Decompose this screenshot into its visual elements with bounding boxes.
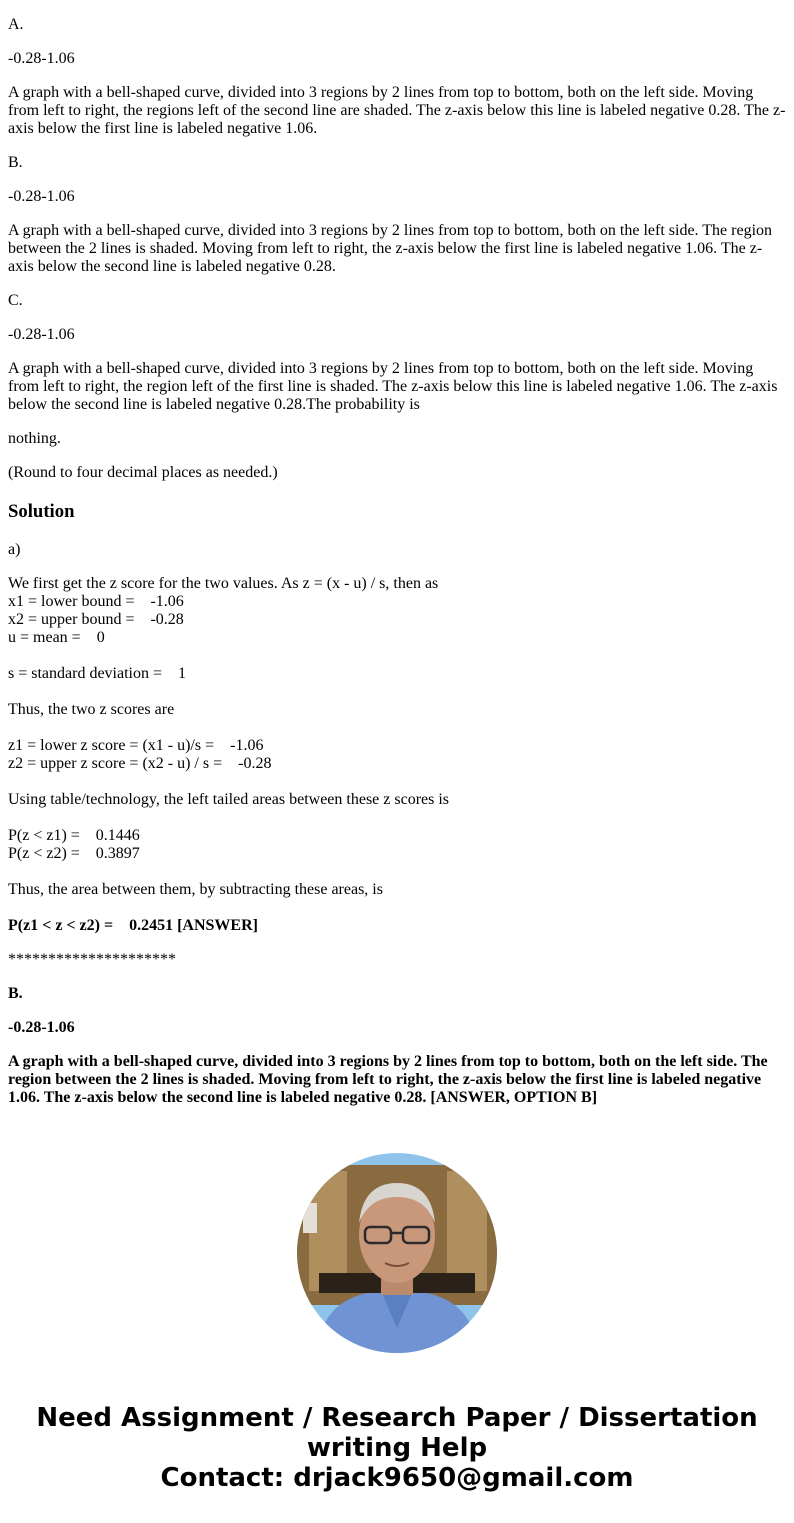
solution-pz1: P(z < z1) = 0.1446 <box>8 827 140 844</box>
option-c-values: -0.28-1.06 <box>8 326 75 343</box>
option-b-description: A graph with a bell-shaped curve, divided into 3 regions by 2 lines from top to bottom, both on the left side. The region between the 2 lines is shaded. Moving from left to right, the z-axis below the first line is labeled negative 1.06. The z-axis below the second line is labeled negative 0.28. <box>8 222 773 275</box>
solution-thus-area: Thus, the area between them, by subtracting these areas, is <box>8 881 383 898</box>
solution-b-label: B. <box>8 985 23 1002</box>
solution-std-dev: s = standard deviation = 1 <box>8 665 187 682</box>
option-c-label: C. <box>8 292 23 309</box>
solution-x2: x2 = upper bound = -0.28 <box>8 611 184 628</box>
option-b-values: -0.28-1.06 <box>8 188 75 205</box>
author-photo <box>297 1153 497 1353</box>
promo-contact: Contact: drjack9650@gmail.com <box>160 1463 634 1493</box>
author-avatar <box>297 1153 497 1353</box>
solution-x1: x1 = lower bound = -1.06 <box>8 593 184 610</box>
option-c-description: A graph with a bell-shaped curve, divided into 3 regions by 2 lines from top to bottom, both on the left side. Moving from left to right, the region left of the first line is shaded. The z-axis below this line is labeled negative 1.06. The z-axis below the second line is labeled negative 0.28.The probability is <box>8 360 778 413</box>
solution-pz2: P(z < z2) = 0.3897 <box>8 845 140 862</box>
answer-blank: nothing. <box>8 430 61 447</box>
solution-part-label: a) <box>8 541 21 558</box>
option-a-label: A. <box>8 16 24 33</box>
solution-z2: z2 = upper z score = (x2 - u) / s = -0.28 <box>8 755 272 772</box>
solution-b-values: -0.28-1.06 <box>8 1019 75 1036</box>
solution-intro: We first get the z score for the two values. As z = (x - u) / s, then as <box>8 575 439 592</box>
solution-using-table: Using table/technology, the left tailed areas between these z scores is <box>8 791 450 808</box>
solution-z1: z1 = lower z score = (x1 - u)/s = -1.06 <box>8 737 264 754</box>
round-note: (Round to four decimal places as needed.) <box>8 464 278 481</box>
option-a-description: A graph with a bell-shaped curve, divided into 3 regions by 2 lines from top to bottom, both on the left side. Moving from left to right, the regions left of the second line are shaded. The z-axis below this line is labeled negative 0.28. The z-axis below the first line is labeled negative 1.06. <box>8 84 786 137</box>
promo-line-2: writing Help <box>306 1433 488 1463</box>
solution-thus-z: Thus, the two z scores are <box>8 701 175 718</box>
promo-footer <box>0 1403 794 1493</box>
promo-line-1: Need Assignment / Research Paper / Dissertation <box>36 1403 758 1433</box>
solution-divider-stars: ********************* <box>8 951 176 968</box>
option-b-label: B. <box>8 154 23 171</box>
option-a-values: -0.28-1.06 <box>8 50 75 67</box>
solution-heading: Solution <box>8 501 75 522</box>
solution-answer: P(z1 < z < z2) = 0.2451 [ANSWER] <box>8 917 258 934</box>
solution-b-description: A graph with a bell-shaped curve, divided into 3 regions by 2 lines from top to bottom, both on the left side. The region between the 2 lines is shaded. Moving from left to right, the z-axis below the first line is labeled negative 1.06. The z-axis below the second line is labeled negative 0.28. [ANSWER, OPTION B] <box>8 1053 768 1106</box>
solution-mean: u = mean = 0 <box>8 629 105 646</box>
